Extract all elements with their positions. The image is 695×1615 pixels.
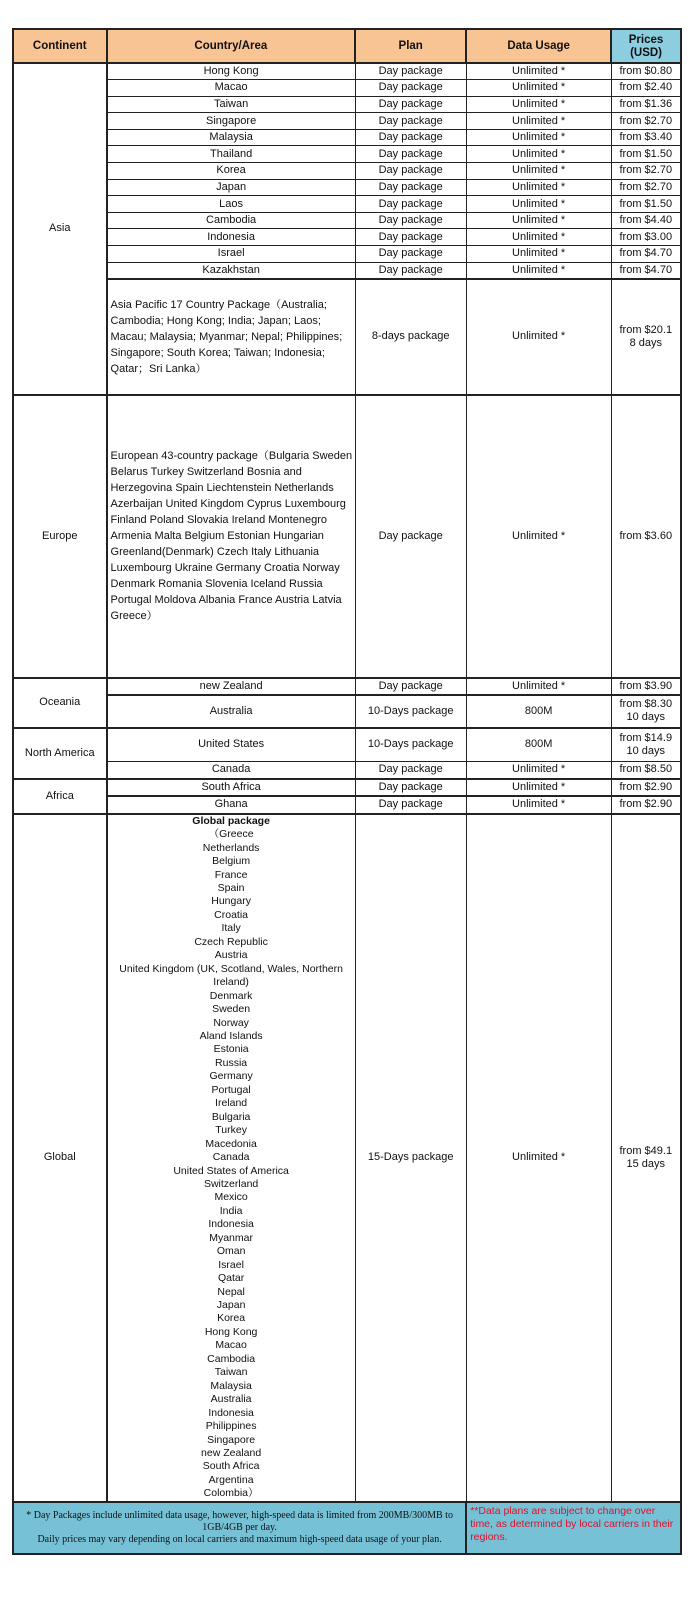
list-item: Canada [212, 1151, 250, 1164]
data-usage-cell: Unlimited * [466, 129, 611, 146]
list-item: Myanmar [209, 1231, 253, 1244]
list-item: Hungary [211, 895, 251, 908]
plan-cell: 10-Days package [355, 728, 466, 762]
data-usage-cell: Unlimited * [466, 246, 611, 263]
header-prices [611, 29, 681, 63]
data-usage-cell: Unlimited * [466, 796, 611, 814]
plan-cell: Day package [355, 246, 466, 263]
data-usage-cell: Unlimited * [466, 196, 611, 213]
country-cell: Asia Pacific 17 Country Package（Australia; Cambodia; Hong Kong; India; Japan; Laos; Macau; Malaysia; Myanmar; Nepal; Philippines; Singapore; South Korea; Taiwan; Indonesia; Qatar；Sri Lanka） [107, 279, 356, 395]
table-row [13, 129, 681, 146]
table-row [13, 728, 681, 762]
header-prices-label: Prices [628, 34, 664, 46]
plan-cell: 8-days package [355, 279, 466, 395]
global-package-title: Global package [192, 814, 270, 827]
plan-cell: Day package [355, 80, 466, 97]
table-row [13, 246, 681, 263]
table-row [13, 80, 681, 97]
plan-cell: Day package [355, 196, 466, 213]
price-cell [611, 695, 681, 728]
footer-section [13, 1502, 681, 1554]
country-cell: Indonesia [107, 229, 356, 246]
data-usage-cell: Unlimited * [466, 762, 611, 779]
plan-cell: Day package [355, 229, 466, 246]
table-row [13, 678, 681, 695]
continent-cell: Oceania [13, 678, 107, 728]
list-item: Australia [210, 1393, 252, 1406]
list-item: Philippines [205, 1420, 257, 1433]
table-row [13, 179, 681, 196]
list-item: Italy [221, 922, 241, 935]
country-cell: Cambodia [107, 212, 356, 229]
country-cell: Macao [107, 80, 356, 97]
list-item: （Greece [208, 828, 254, 841]
africa-section [13, 779, 681, 814]
price-cell: from $3.00 [611, 229, 681, 246]
data-usage-cell: 800M [466, 728, 611, 762]
list-item: Bulgaria [211, 1110, 251, 1123]
list-item: Norway [213, 1016, 249, 1029]
price-cell: from $2.90 [611, 779, 681, 796]
header-row [13, 29, 681, 63]
price-cell: from $4.40 [611, 212, 681, 229]
plan-cell: 15-Days package [355, 814, 466, 1502]
list-item: Colombia） [203, 1487, 259, 1500]
continent-cell: Africa [13, 779, 107, 814]
table-row [13, 814, 681, 1502]
list-item: South Africa [202, 1460, 260, 1473]
list-item: Oman [216, 1245, 246, 1258]
data-usage-cell: Unlimited * [466, 395, 611, 678]
list-item: Korea [217, 1312, 246, 1325]
country-cell: United States [107, 728, 356, 762]
price-cell: from $2.70 [611, 113, 681, 130]
price-duration: 15 days [626, 1157, 666, 1170]
country-cell: South Africa [107, 779, 356, 796]
list-item: Portugal [211, 1083, 251, 1096]
list-item: Israel [218, 1258, 244, 1271]
price-cell: from $4.70 [611, 262, 681, 279]
data-usage-cell: Unlimited * [466, 279, 611, 395]
plan-cell: Day package [355, 779, 466, 796]
price-cell: from $1.36 [611, 96, 681, 113]
list-item: United States of America [173, 1164, 289, 1177]
data-usage-cell: Unlimited * [466, 262, 611, 279]
country-cell [107, 814, 356, 1502]
price-cell: from $2.90 [611, 796, 681, 814]
plan-cell: Day package [355, 262, 466, 279]
country-cell: Hong Kong [107, 63, 356, 80]
list-item: France [214, 868, 248, 881]
plan-cell: Day package [355, 678, 466, 695]
plan-cell: Day package [355, 395, 466, 678]
list-item: Ireland [215, 1097, 248, 1110]
pricing-table-container [12, 28, 682, 1555]
list-item: Croatia [214, 908, 249, 921]
price-cell [611, 728, 681, 762]
table-row [13, 63, 681, 80]
list-item: Sweden [212, 1003, 251, 1016]
list-item: Singapore [207, 1433, 256, 1446]
data-usage-cell: Unlimited * [466, 678, 611, 695]
north-america-section [13, 728, 681, 779]
country-cell: Canada [107, 762, 356, 779]
price-cell: from $2.70 [611, 179, 681, 196]
country-cell: Australia [107, 695, 356, 728]
country-cell: Japan [107, 179, 356, 196]
plan-cell: Day package [355, 63, 466, 80]
list-item: United Kingdom (UK, Scotland, Wales, Northern Ireland) [119, 962, 343, 989]
price-cell: from $3.90 [611, 678, 681, 695]
country-cell: new Zealand [107, 678, 356, 695]
header-prices-currency: (USD) [630, 47, 663, 59]
header-continent: Continent [13, 29, 107, 63]
continent-cell: Global [13, 814, 107, 1502]
price-cell: from $2.40 [611, 80, 681, 97]
list-item: Macedonia [205, 1137, 257, 1150]
data-usage-cell: Unlimited * [466, 779, 611, 796]
table-row [13, 762, 681, 779]
table-row [13, 262, 681, 279]
table-row [13, 96, 681, 113]
list-item: Belgium [212, 855, 251, 868]
country-cell: Malaysia [107, 129, 356, 146]
list-item: Nepal [217, 1285, 245, 1298]
price-value: from $49.1 [619, 1144, 673, 1157]
plan-cell: Day package [355, 179, 466, 196]
plan-cell: Day package [355, 212, 466, 229]
price-cell: from $3.60 [611, 395, 681, 678]
table-row [13, 796, 681, 814]
list-item: Switzerland [203, 1177, 259, 1190]
europe-section [13, 395, 681, 678]
list-item: Qatar [217, 1272, 245, 1285]
continent-cell: Asia [13, 63, 107, 395]
data-usage-cell: Unlimited * [466, 229, 611, 246]
table-row [13, 229, 681, 246]
country-cell: Ghana [107, 796, 356, 814]
list-item: Austria [214, 949, 248, 962]
price-value: from $14.9 [619, 731, 673, 744]
list-item: Indonesia [208, 1406, 254, 1419]
price-cell: from $3.40 [611, 129, 681, 146]
price-cell: from $4.70 [611, 246, 681, 263]
footnote-line-1: * Day Packages include unlimited data usage, however, high-speed data is limited from 200MB/300MB to 1GB/4GB per day. [26, 1509, 453, 1533]
price-cell: from $0.80 [611, 63, 681, 80]
price-cell [611, 814, 681, 1502]
table-row [13, 196, 681, 213]
header-data-usage: Data Usage [466, 29, 611, 63]
country-cell: Laos [107, 196, 356, 213]
list-item: new Zealand [201, 1447, 262, 1460]
plan-cell: Day package [355, 146, 466, 163]
header-plan: Plan [355, 29, 466, 63]
price-cell: from $1.50 [611, 196, 681, 213]
data-usage-cell: Unlimited * [466, 814, 611, 1502]
table-row [13, 395, 681, 678]
list-item: Mexico [214, 1191, 248, 1204]
footnote-line-2: Daily prices may vary depending on local carriers and maximum high-speed data usage of your plan. [37, 1533, 442, 1545]
data-usage-cell: Unlimited * [466, 212, 611, 229]
plan-cell: Day package [355, 113, 466, 130]
table-row [13, 212, 681, 229]
data-usage-cell: Unlimited * [466, 63, 611, 80]
list-item: Denmark [209, 989, 253, 1002]
footnote [13, 1502, 466, 1554]
list-item: Aland Islands [199, 1029, 263, 1042]
price-value: from $8.30 [619, 698, 673, 711]
table-row [13, 146, 681, 163]
country-cell: Singapore [107, 113, 356, 130]
list-item: Turkey [215, 1124, 247, 1137]
list-item: Japan [216, 1299, 246, 1312]
data-usage-cell: Unlimited * [466, 179, 611, 196]
list-item: Netherlands [202, 841, 260, 854]
footer-row [13, 1502, 681, 1554]
data-usage-cell: Unlimited * [466, 96, 611, 113]
plan-cell: Day package [355, 163, 466, 180]
country-cell: Korea [107, 163, 356, 180]
list-item: Germany [209, 1070, 253, 1083]
table-row [13, 163, 681, 180]
data-usage-cell: Unlimited * [466, 163, 611, 180]
list-item: Spain [217, 881, 245, 894]
plan-cell: Day package [355, 96, 466, 113]
price-cell: from $1.50 [611, 146, 681, 163]
list-item: Macao [215, 1339, 247, 1352]
plan-cell: Day package [355, 796, 466, 814]
list-item: Czech Republic [194, 935, 268, 948]
list-item: Taiwan [214, 1366, 248, 1379]
global-section [13, 814, 681, 1502]
list-item: Malaysia [210, 1379, 252, 1392]
data-usage-cell: Unlimited * [466, 80, 611, 97]
header-country: Country/Area [107, 29, 356, 63]
price-cell: from $2.70 [611, 163, 681, 180]
list-item: Argentina [208, 1473, 254, 1486]
list-item: India [219, 1204, 243, 1217]
country-cell: Taiwan [107, 96, 356, 113]
plan-cell: 10-Days package [355, 695, 466, 728]
pricing-table [12, 28, 682, 1555]
country-cell: Kazakhstan [107, 262, 356, 279]
data-usage-cell: Unlimited * [466, 113, 611, 130]
price-value: from $20.1 [619, 323, 673, 336]
list-item: Estonia [213, 1043, 249, 1056]
oceania-section [13, 678, 681, 728]
country-cell: Thailand [107, 146, 356, 163]
table-row [13, 113, 681, 130]
country-cell: European 43-country package（Bulgaria Sweden Belarus Turkey Switzerland Bosnia and Herzegovina Spain Liechtenstein Netherlands Azerbaijan United Kingdom Cyprus Luxembourg Finland Poland Slovakia Ireland Montenegro Armenia Malta Belgium Estonian Hungarian Greenland(Denmark) Czech Italy Lithuania Luxembourg Ukraine Germany Croatia Norway Denmark Romania Slovenia Iceland Russia Portugal Moldova Albania France Austria Latvia Greece） [107, 395, 356, 678]
price-duration: 8 days [629, 336, 662, 349]
list-item: Cambodia [207, 1352, 256, 1365]
table-row [13, 779, 681, 796]
plan-cell: Day package [355, 762, 466, 779]
plan-cell: Day package [355, 129, 466, 146]
table-row [13, 279, 681, 395]
data-usage-cell: 800M [466, 695, 611, 728]
asia-section [13, 63, 681, 395]
disclaimer: **Data plans are subject to change over time, as determined by local carriers in their regions. [466, 1502, 681, 1554]
list-item: Russia [215, 1056, 248, 1069]
price-cell [611, 279, 681, 395]
data-usage-cell: Unlimited * [466, 146, 611, 163]
global-country-list [110, 828, 353, 1501]
list-item: Indonesia [208, 1218, 254, 1231]
price-duration: 10 days [626, 744, 666, 757]
price-cell: from $8.50 [611, 762, 681, 779]
table-row [13, 695, 681, 728]
price-duration: 10 days [626, 711, 666, 724]
continent-cell: Europe [13, 395, 107, 678]
country-cell: Israel [107, 246, 356, 263]
continent-cell: North America [13, 728, 107, 779]
list-item: Hong Kong [204, 1325, 258, 1338]
